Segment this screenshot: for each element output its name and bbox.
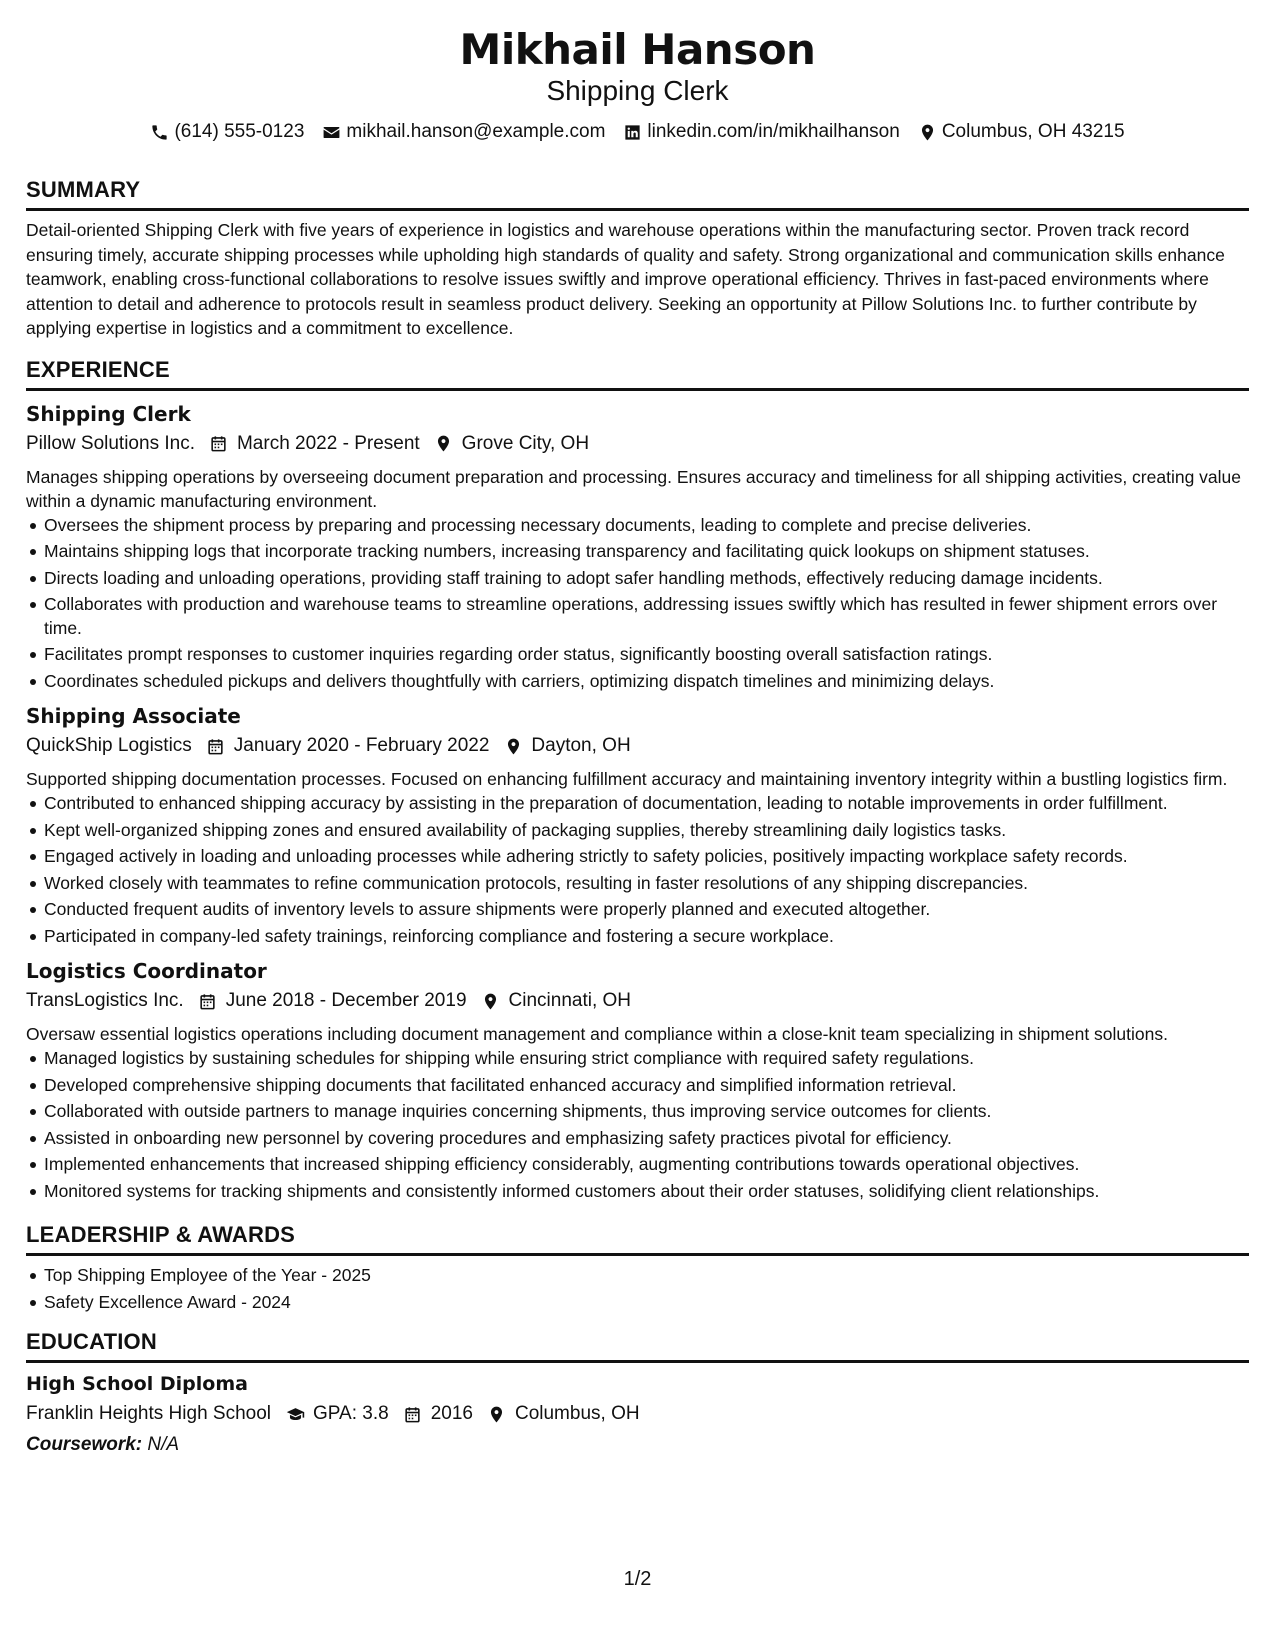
education-heading: EDUCATION bbox=[26, 1328, 1249, 1363]
job-title: Shipping Clerk bbox=[26, 401, 191, 426]
job-bullets bbox=[26, 514, 1249, 694]
job-description: Manages shipping operations by overseeing document preparation and processing. Ensures accuracy and timeliness for all shipping activities, creating value within a dynamic manufacturing environment. bbox=[26, 466, 1241, 511]
contact-email[interactable] bbox=[322, 121, 605, 143]
job-bullet: Facilitates prompt responses to customer inquiries regarding order status, significantly boosting overall satisfaction ratings. bbox=[26, 643, 1249, 667]
contact-phone bbox=[150, 121, 304, 143]
coursework-label: Coursework: bbox=[26, 1434, 143, 1455]
job-company: TransLogistics Inc. bbox=[26, 990, 184, 1011]
job-bullet: Conducted frequent audits of inventory levels to assure shipments were properly planned and executed altogether. bbox=[26, 898, 1249, 922]
graduation-cap-icon bbox=[285, 1404, 305, 1424]
education-school: Franklin Heights High School bbox=[26, 1403, 272, 1424]
education-gpa: GPA: 3.8 bbox=[313, 1403, 389, 1424]
contact-linkedin[interactable] bbox=[623, 121, 899, 143]
job-company: Pillow Solutions Inc. bbox=[26, 432, 195, 454]
job-bullet: Managed logistics by sustaining schedules for shipping while ensuring strict compliance with required safety regulations. bbox=[26, 1047, 1249, 1071]
job-company: QuickShip Logistics bbox=[26, 735, 192, 756]
award-item: Top Shipping Employee of the Year - 2025 bbox=[26, 1264, 1249, 1288]
experience-heading: EXPERIENCE bbox=[26, 356, 1249, 391]
job-bullet: Oversees the shipment process by preparing and processing necessary documents, leading to complete and precise deliveries. bbox=[26, 514, 1249, 538]
job-bullet: Worked closely with teammates to refine communication protocols, resulting in faster resolutions of any shipping discrepancies. bbox=[26, 872, 1249, 896]
map-pin-icon bbox=[434, 434, 454, 454]
job-location: Cincinnati, OH bbox=[508, 990, 632, 1011]
education-degree: High School Diploma bbox=[26, 1373, 248, 1395]
coursework-value: N/A bbox=[147, 1434, 180, 1455]
job-bullet: Coordinates scheduled pickups and delivers thoughtfully with carriers, optimizing dispatch timelines and minimizing delays. bbox=[26, 670, 1249, 694]
job-bullet: Directs loading and unloading operations, providing staff training to adopt safer handling methods, effectively reducing damage incidents. bbox=[26, 567, 1249, 591]
job-meta bbox=[26, 986, 1249, 1016]
calendar-icon bbox=[209, 434, 229, 454]
job-dates: March 2022 - Present bbox=[236, 432, 420, 454]
education-meta bbox=[26, 1399, 1249, 1429]
job-description: Supported shipping documentation processes. Focused on enhancing fulfillment accuracy and maintaining inventory integrity within a bustling logistics firm. bbox=[26, 769, 1228, 789]
awards-heading: LEADERSHIP & AWARDS bbox=[26, 1221, 1249, 1256]
map-pin-icon bbox=[918, 123, 937, 142]
job-bullet: Participated in company-led safety trainings, reinforcing compliance and fostering a secure workplace. bbox=[26, 925, 1249, 949]
job-bullet: Maintains shipping logs that incorporate tracking numbers, increasing transparency and facilitating quick lookups on shipment statuses. bbox=[26, 540, 1249, 564]
job-bullet: Engaged actively in loading and unloading processes while adhering strictly to safety policies, positively impacting workplace safety records. bbox=[26, 845, 1249, 869]
job-bullet: Monitored systems for tracking shipments and consistently informed customers about their order statuses, solidifying client relationships. bbox=[26, 1180, 1249, 1204]
job-bullet: Collaborates with production and warehouse teams to streamline operations, addressing issues swiftly which has resulted in fewer shipment errors over time. bbox=[26, 593, 1249, 640]
job-bullet: Developed comprehensive shipping documents that facilitated enhanced accuracy and simplified information retrieval. bbox=[26, 1074, 1249, 1098]
job-dates: June 2018 - December 2019 bbox=[225, 990, 467, 1011]
job-entry bbox=[26, 701, 1249, 948]
map-pin-icon bbox=[481, 991, 501, 1011]
award-item: Safety Excellence Award - 2024 bbox=[26, 1291, 1249, 1315]
job-title: Logistics Coordinator bbox=[26, 959, 267, 983]
education-location: Columbus, OH bbox=[514, 1403, 640, 1424]
job-bullet: Assisted in onboarding new personnel by covering procedures and emphasizing safety practices pivotal for efficiency. bbox=[26, 1127, 1249, 1151]
map-pin-icon bbox=[503, 736, 523, 756]
contact-location bbox=[918, 121, 1125, 143]
phone-icon bbox=[150, 123, 169, 142]
linkedin-icon bbox=[623, 123, 642, 142]
job-bullet: Collaborated with outside partners to manage inquiries concerning shipments, thus improving service outcomes for clients. bbox=[26, 1100, 1249, 1124]
location-text: Columbus, OH 43215 bbox=[941, 121, 1125, 142]
experience-list bbox=[26, 399, 1249, 1204]
education-coursework bbox=[26, 1430, 1249, 1460]
contact-bar bbox=[26, 118, 1249, 146]
candidate-name: Mikhail Hanson bbox=[459, 25, 816, 74]
linkedin-text: linkedin.com/in/mikhailhanson bbox=[647, 121, 900, 142]
job-entry bbox=[26, 956, 1249, 1203]
job-entry bbox=[26, 399, 1249, 694]
job-bullet: Contributed to enhanced shipping accuracy by assisting in the preparation of documentation, leading to notable improvements in order fulfillment. bbox=[26, 792, 1249, 816]
job-bullet: Kept well-organized shipping zones and ensured availability of packaging supplies, thereby streamlining daily logistics tasks. bbox=[26, 819, 1249, 843]
summary-text: Detail-oriented Shipping Clerk with five years of experience in logistics and warehouse operations within the manufacturing sector. Proven track record ensuring timely, accurate shipping processes while upholding high standards of quality and safety. Strong organizational and communication skills enhance teamwork, enabling cross-functional collaborations to resolve issues swiftly and improve operational efficiency. Thrives in fast-paced environments where attention to detail and adherence to protocols result in seamless product delivery. Seeking an opportunity at Pillow Solutions Inc. to further contribute by applying expertise in logistics and a commitment to excellence. bbox=[26, 220, 1225, 338]
phone-text: (614) 555-0123 bbox=[174, 121, 305, 142]
candidate-role: Shipping Clerk bbox=[546, 75, 729, 106]
envelope-icon bbox=[322, 123, 341, 142]
job-location: Dayton, OH bbox=[531, 735, 631, 756]
job-location: Grove City, OH bbox=[461, 432, 590, 454]
job-dates: January 2020 - February 2022 bbox=[233, 735, 490, 756]
job-bullets bbox=[26, 1047, 1249, 1203]
education-year: 2016 bbox=[430, 1403, 473, 1424]
job-title: Shipping Associate bbox=[26, 704, 241, 728]
awards-list bbox=[26, 1264, 1249, 1314]
summary-heading: SUMMARY bbox=[26, 176, 1249, 211]
page-number: 1/2 bbox=[623, 1568, 652, 1590]
map-pin-icon bbox=[487, 1404, 507, 1424]
calendar-icon bbox=[206, 736, 226, 756]
calendar-icon bbox=[403, 1404, 423, 1424]
job-bullet: Implemented enhancements that increased shipping efficiency considerably, augmenting contributions towards operational objectives. bbox=[26, 1153, 1249, 1177]
job-meta bbox=[26, 731, 1249, 761]
job-meta bbox=[26, 429, 1249, 459]
job-bullets bbox=[26, 792, 1249, 948]
email-text: mikhail.hanson@example.com bbox=[346, 121, 606, 142]
calendar-icon bbox=[198, 991, 218, 1011]
job-description: Oversaw essential logistics operations including document management and compliance within a close-knit team specializing in shipment solutions. bbox=[26, 1024, 1168, 1044]
